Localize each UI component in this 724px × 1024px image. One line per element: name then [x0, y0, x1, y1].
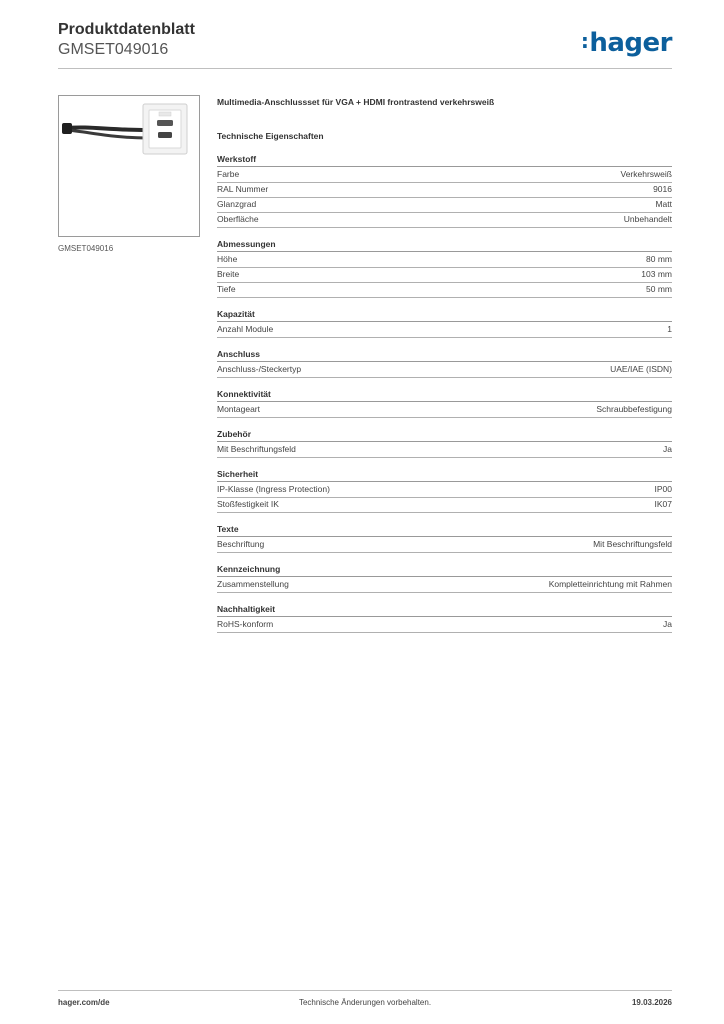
property-row: [217, 268, 672, 283]
property-label: Oberfläche: [217, 214, 259, 224]
product-name: Multimedia-Anschlussset für VGA + HDMI frontrastend verkehrsweiß: [217, 97, 495, 107]
page-header: [58, 20, 672, 68]
property-group: [217, 468, 672, 513]
property-value: IK07: [654, 499, 672, 509]
property-row: [217, 483, 672, 498]
property-value: Verkehrsweiß: [620, 169, 672, 179]
property-group: [217, 153, 672, 228]
group-title: Abmessungen: [217, 238, 672, 252]
property-group: [217, 563, 672, 593]
group-title: Nachhaltigkeit: [217, 603, 672, 617]
property-group: [217, 348, 672, 378]
property-row: [217, 443, 672, 458]
property-row: [217, 198, 672, 213]
logo-text: hager: [589, 28, 672, 58]
header-divider: [58, 68, 672, 69]
property-groups: [217, 153, 672, 633]
property-label: IP-Klasse (Ingress Protection): [217, 484, 330, 494]
footer-date: 19.03.2026: [631, 998, 672, 1007]
property-label: Mit Beschriftungsfeld: [217, 444, 296, 454]
property-value: 103 mm: [641, 269, 672, 279]
property-value: Matt: [655, 199, 672, 209]
property-value: Mit Beschriftungsfeld: [593, 539, 672, 549]
property-value: 50 mm: [646, 284, 672, 294]
group-title: Kennzeichnung: [217, 563, 672, 577]
property-label: RAL Nummer: [217, 184, 269, 194]
property-row: [217, 498, 672, 513]
group-title: Anschluss: [217, 348, 672, 362]
property-value: IP00: [654, 484, 672, 494]
property-value: Unbehandelt: [623, 214, 672, 224]
properties-heading: Technische Eigenschaften: [217, 131, 324, 141]
property-row: [217, 253, 672, 268]
property-group: [217, 603, 672, 633]
footer-website-link[interactable]: hager.com/de: [58, 998, 110, 1007]
property-row: [217, 538, 672, 553]
footer-note: Technische Änderungen vorbehalten.: [298, 998, 432, 1007]
property-row: [217, 618, 672, 633]
product-image: [58, 95, 200, 237]
property-row: [217, 323, 672, 338]
property-row: [217, 213, 672, 228]
property-value: 9016: [653, 184, 672, 194]
page-title: Produktdatenblatt: [58, 21, 195, 38]
property-group: [217, 308, 672, 338]
property-label: Anzahl Module: [217, 324, 274, 334]
property-label: Höhe: [217, 254, 238, 264]
property-value: 80 mm: [646, 254, 672, 264]
product-illustration: [59, 96, 199, 236]
hager-logo: :hager: [580, 28, 672, 58]
property-label: Zusammenstellung: [217, 579, 289, 589]
property-row: [217, 283, 672, 298]
group-title: Sicherheit: [217, 468, 672, 482]
property-value: Kompletteinrichtung mit Rahmen: [548, 579, 672, 589]
property-label: Breite: [217, 269, 240, 279]
property-row: [217, 168, 672, 183]
group-title: Werkstoff: [217, 153, 672, 167]
property-label: Tiefe: [217, 284, 236, 294]
footer-divider: [58, 990, 672, 991]
property-row: [217, 578, 672, 593]
property-row: [217, 403, 672, 418]
product-code: GMSET049016: [58, 41, 169, 58]
property-value: UAE/IAE (ISDN): [610, 364, 672, 374]
group-title: Zubehör: [217, 428, 672, 442]
property-label: Stoßfestigkeit IK: [217, 499, 279, 509]
property-group: [217, 388, 672, 418]
property-label: Glanzgrad: [217, 199, 257, 209]
image-caption: GMSET049016: [58, 244, 114, 253]
property-label: Montageart: [217, 404, 260, 414]
property-row: [217, 363, 672, 378]
group-title: Konnektivität: [217, 388, 672, 402]
property-label: Farbe: [217, 169, 240, 179]
group-title: Kapazität: [217, 308, 672, 322]
property-value: Ja: [663, 619, 672, 629]
property-label: Anschluss-/Steckertyp: [217, 364, 302, 374]
group-title: Texte: [217, 523, 672, 537]
property-group: [217, 428, 672, 458]
property-value: 1: [667, 324, 672, 334]
property-label: RoHS-konform: [217, 619, 274, 629]
property-group: [217, 238, 672, 298]
property-label: Beschriftung: [217, 539, 265, 549]
property-value: Schraubbefestigung: [596, 404, 672, 414]
product-details: [217, 95, 672, 633]
property-group: [217, 523, 672, 553]
property-row: [217, 183, 672, 198]
property-value: Ja: [663, 444, 672, 454]
